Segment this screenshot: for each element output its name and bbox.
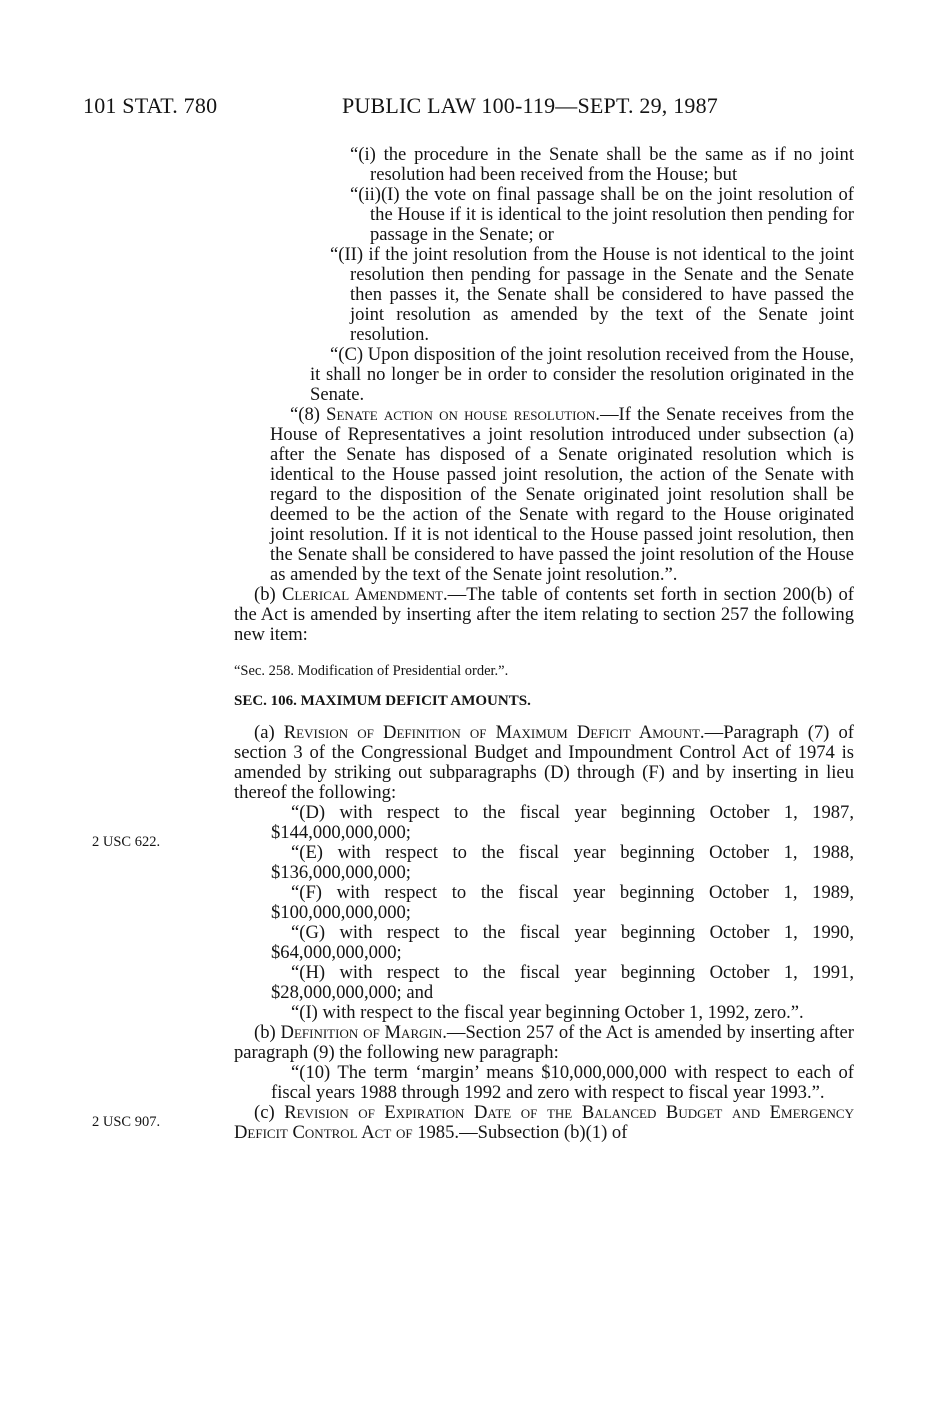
subsection-c-lead: (c) xyxy=(254,1102,285,1123)
subsection-c-revision xyxy=(234,1103,854,1143)
margin-note-2-usc-622: 2 USC 622. xyxy=(92,834,161,850)
item-f: “(F) with respect to the fiscal year beginning October 1, 1989, $100,000,000,000; xyxy=(271,882,854,923)
subsection-a-text: —Paragraph (7) of section 3 of the Congressional Budget and Impoundment Control Act of 1974 is amended by striking out subparagraphs (D) through (F) and by inserting in lieu thereof the following: xyxy=(234,722,854,803)
item-h: “(H) with respect to the fiscal year beginning October 1, 1991, $28,000,000,000; and xyxy=(271,962,854,1003)
toc-item: “Sec. 258. Modification of Presidential order.”. xyxy=(234,663,509,679)
subsection-a-heading: Revision of Definition of Maximum Deficit Amount. xyxy=(283,722,705,743)
public-law-title: PUBLIC LAW 100-119—SEPT. 29, 1987 xyxy=(342,93,718,118)
margin-note-2-usc-907: 2 USC 907. xyxy=(92,1114,161,1130)
margin-lead: (b) xyxy=(254,1022,281,1043)
margin-heading: Definition of Margin. xyxy=(280,1022,447,1043)
paragraph-8-lead: “(8) xyxy=(290,404,327,425)
margin-text: —Section 257 of the Act is amended by inserting after paragraph (9) the following new paragraph: xyxy=(234,1022,854,1063)
item-i: “(I) with respect to the fiscal year beginning October 1, 1992, zero.”. xyxy=(291,1002,804,1023)
subsection-c-heading: Revision of Expiration Date of the Balanced Budget and Emergency Deficit Control Act of 1985. xyxy=(234,1102,854,1143)
subsection-a-revision xyxy=(234,723,854,803)
paragraph-8-heading: Senate action on house resolution. xyxy=(326,404,600,425)
subsection-b-heading: Clerical Amendment. xyxy=(281,584,448,605)
paragraph-8 xyxy=(234,405,854,585)
clause-i: “(i) the procedure in the Senate shall be the same as if no joint resolution had been received from the House; but xyxy=(350,144,854,185)
subsection-c-text: —Subsection (b)(1) of xyxy=(459,1122,628,1143)
item-g: “(G) with respect to the fiscal year beginning October 1, 1990, $64,000,000,000; xyxy=(271,922,854,963)
subparagraph-c: “(C) Upon disposition of the joint resolution received from the House, it shall no longer be in order to consider the resolution originated in the Senate. xyxy=(310,344,854,405)
subsection-b-lead: (b) xyxy=(254,584,282,605)
stat-citation: 101 STAT. 780 xyxy=(83,93,218,118)
subsection-a-lead: (a) xyxy=(254,722,284,743)
subsection-b-text: —The table of contents set forth in section 200(b) of the Act is amended by inserting after the item relating to section 257 the following new item: xyxy=(234,584,854,645)
paragraph-10: “(10) The term ‘margin’ means $10,000,000,000 with respect to each of fiscal years 1988 through 1992 and zero with respect to fiscal year 1993.”. xyxy=(271,1062,854,1103)
section-heading: SEC. 106. MAXIMUM DEFICIT AMOUNTS. xyxy=(234,693,531,709)
clause-ii-ii: “(II) if the joint resolution from the House is not identical to the joint resolution then pending for passage in the Senate and the Senate then passes it, the Senate shall be considered to have passed the joint resolution as amended by the text of the Senate joint resolution. xyxy=(330,244,854,345)
item-e: “(E) with respect to the fiscal year beginning October 1, 1988, $136,000,000,000; xyxy=(271,842,854,883)
item-d: “(D) with respect to the fiscal year beginning October 1, 1987, $144,000,000,000; xyxy=(271,802,854,843)
paragraph-8-text: —If the Senate receives from the House of Representatives a joint resolution introduced under subsection (a) after the Senate has disposed of a Senate originated resolution which is identical to the House passed joint resolution, the action of the Senate with regard to the disposition of the Senate originated joint resolution shall be deemed to be the action of the Senate with regard to the House originated joint resolution. If it is not identical to the House passed joint resolution, then the Senate shall be considered to have passed the joint resolution of the House as amended by the text of the Senate joint resolution.”. xyxy=(270,404,854,585)
subsection-b-margin xyxy=(234,1023,854,1063)
document-body xyxy=(234,145,854,1143)
clause-ii-i: “(ii)(I) the vote on final passage shall be on the joint resolution of the House if it is identical to the joint resolution then pending for passage in the Senate; or xyxy=(350,184,854,245)
subsection-b-clerical xyxy=(234,585,854,645)
